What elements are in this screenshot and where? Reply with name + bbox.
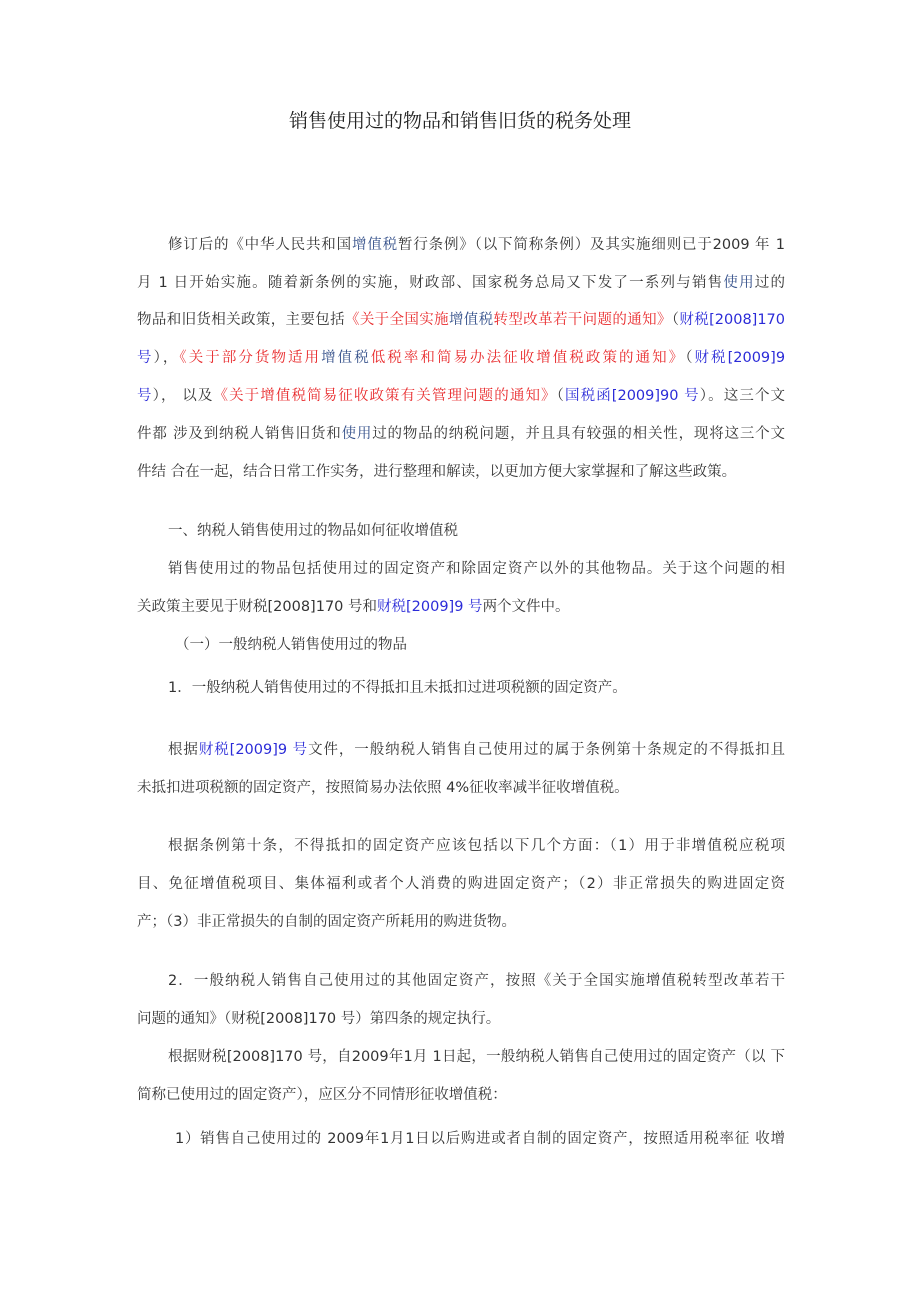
text-segment: 根据: [168, 742, 199, 758]
text-segment: 物品和旧货相关政策，主要包括: [137, 312, 345, 328]
text-line: [168, 558, 785, 580]
highlighted-text: 增值税: [321, 350, 371, 366]
highlighted-text: 使用: [723, 275, 755, 291]
text-segment: 根据财税[2008]170 号，自2009年1月 1日起，一般纳税人销售自己使用过的固定资产（以 下: [168, 1049, 785, 1065]
text-segment: 2．一般纳税人销售自己使用过的其他固定资产，按照《关于全国实施增值税转型改革若干: [168, 973, 785, 989]
text-segment: 问题的通知》（财税[2008]170 号）第四条的规定执行。: [137, 1011, 501, 1027]
document-reference-link[interactable]: 财税[2008]170: [679, 312, 786, 328]
text-line: [168, 1046, 785, 1068]
highlighted-text: 增值税: [448, 312, 494, 328]
text-line: [137, 423, 785, 445]
text-segment: 一、纳税人销售使用过的物品如何征收增值税: [168, 523, 458, 539]
text-segment: （: [685, 350, 695, 366]
text-segment: 1．一般纳税人销售使用过的不得抵扣且未抵扣过进项税额的固定资产。: [168, 680, 627, 696]
text-line: [168, 234, 785, 256]
document-reference-link[interactable]: 号: [137, 388, 153, 404]
highlighted-text: 转型改革若干问题的通知》: [493, 312, 672, 328]
text-line: [168, 970, 785, 992]
text-line: [137, 309, 785, 331]
text-segment: 1）销售自己使用过的 2009年1月1日以后购进或者自制的固定资产，按照适用税率征 收增: [175, 1131, 785, 1147]
text-line: [175, 634, 407, 656]
text-line: [137, 272, 785, 294]
text-line: [137, 596, 570, 618]
highlighted-text: 低税率和简易办法征收增值税政策的通知》: [370, 350, 686, 366]
highlighted-text: 使用: [341, 426, 373, 442]
highlighted-text: 《关于部分货物适用: [179, 350, 322, 366]
text-line: [137, 385, 785, 407]
text-segment: 修订后的《中华人民共和国: [168, 237, 352, 253]
document-reference-link[interactable]: 国税函[2009]90 号: [565, 388, 700, 404]
document-reference-link[interactable]: 财税[2009]9 号: [377, 599, 483, 615]
text-segment: 未抵扣进项税额的固定资产，按照简易办法依照 4%征收率减半征收增值税。: [137, 780, 629, 796]
text-line: [137, 1008, 500, 1030]
text-segment: 简称已使用过的固定资产），应区分不同情形征收增值税：: [137, 1087, 507, 1103]
text-segment: ）， 以及: [152, 388, 214, 404]
text-segment: （: [671, 312, 680, 328]
text-segment: 件都 涉及到纳税人销售旧货和: [137, 426, 342, 442]
document-reference-link[interactable]: 财税[2009]9: [694, 350, 786, 366]
document-title: 销售使用过的物品和销售旧货的税务处理: [288, 110, 631, 132]
text-line: [137, 777, 629, 799]
highlighted-text: 《关于全国实施: [344, 312, 449, 328]
text-segment: 月 1 日开始实施。随着新条例的实施，财政部、国家税务总局又下发了一系列与销售: [137, 275, 724, 291]
text-line: [175, 1128, 785, 1150]
text-segment: ），: [153, 350, 180, 366]
text-segment: 暂行条例》（以下简称条例）及其实施细则已于2009 年 1: [397, 237, 786, 253]
text-line: [137, 911, 516, 933]
text-line: [137, 873, 785, 895]
text-line: [137, 347, 785, 369]
text-line: [168, 739, 785, 761]
text-segment: 产；（3）非正常损失的自制的固定资产所耗用的购进货物。: [137, 914, 516, 930]
text-segment: （一）一般纳税人销售使用过的物品: [175, 637, 407, 653]
document-reference-link[interactable]: 财税[2009]9 号: [198, 742, 309, 758]
text-segment: 销售使用过的物品包括使用过的固定资产和除固定资产以外的其他物品。关于这个问题的相: [168, 561, 785, 577]
text-segment: 过的物品的纳税问题，并且具有较强的相关性，现将这三个文: [372, 426, 786, 442]
text-line: [168, 677, 627, 699]
text-segment: 两个文件中。: [482, 599, 570, 615]
text-segment: 关政策主要见于财税[2008]170 号和: [137, 599, 377, 615]
text-segment: 过的: [754, 275, 786, 291]
text-segment: （: [556, 388, 566, 404]
text-line: [168, 835, 785, 857]
text-line: [168, 520, 458, 542]
text-segment: ）。这三个文: [699, 388, 786, 404]
text-segment: 目、免征增值税项目、集体福利或者个人消费的购进固定资产；（2）非正常损失的购进固定资: [137, 876, 785, 892]
text-segment: 文件，一般纳税人销售自己使用过的属于条例第十条规定的不得抵扣且: [308, 742, 786, 758]
text-segment: 根据条例第十条，不得抵扣的固定资产应该包括以下几个方面：（1）用于非增值税应税项: [168, 838, 785, 854]
text-segment: 件结 合在一起，结合日常工作实务，进行整理和解读，以更加方便大家掌握和了解这些政策。: [137, 464, 737, 480]
highlighted-text: 《关于增值税简易征收政策有关管理问题的通知》: [213, 388, 557, 404]
document-reference-link[interactable]: 号: [137, 350, 154, 366]
text-line: [137, 461, 736, 483]
text-line: [137, 1084, 507, 1106]
highlighted-text: 增值税: [351, 237, 398, 253]
